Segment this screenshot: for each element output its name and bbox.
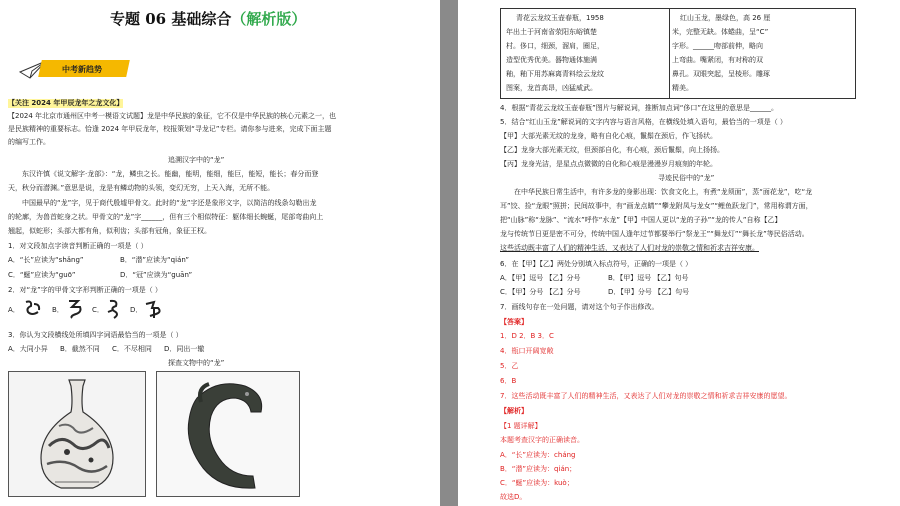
option: 【乙】龙身大部光素无纹，但颈部自化，有心痕，颈后鬣鬃，向上扬扬。 xyxy=(500,146,724,154)
analysis-label: 【解析】 xyxy=(500,407,528,415)
table-cell-line: 青花云龙纹玉壶春瓶，1958 xyxy=(516,14,604,22)
option: C． xyxy=(92,306,104,314)
option: D．【甲】分号 【乙】句号 xyxy=(608,288,690,296)
intro-line: 【2024 年北京市通州区中考一模语文试题】龙是中华民族的象征，它不仅是中华民族的核心元素之一，也 xyxy=(8,112,337,120)
section-heading: 追溯汉字中的“龙” xyxy=(168,156,225,164)
ribbon-label: 中考新趋势 xyxy=(62,65,102,74)
oracle-glyph-a-icon xyxy=(22,298,44,324)
option: B．“潜”应读为“qián” xyxy=(120,256,190,264)
jade-dragon-image xyxy=(156,371,300,497)
table-cell-line: 鼻孔。双眼突起，呈棱形。雕琢 xyxy=(672,70,770,78)
table-cell-line: 上弯曲。嘴紧闭，有对称的双 xyxy=(672,56,763,64)
page-title xyxy=(110,10,306,28)
option: A．【甲】逗号 【乙】分号 xyxy=(500,274,581,282)
analysis-line: A．“长”应读为：cháng xyxy=(500,451,576,459)
jade-dragon-icon xyxy=(157,372,299,496)
oracle-glyph-c-icon xyxy=(104,298,126,324)
analysis-line: C．“蜒”应读为：kuò； xyxy=(500,479,574,487)
table-cell-line: 字形。______吻部前伸，略向 xyxy=(672,42,763,50)
question-stem: 7．画线句存在一处问题，请对这个句子作出修改。 xyxy=(500,303,659,311)
analysis-line: 故选D。 xyxy=(500,493,527,501)
option: 【丙】龙身光洁，是星点点微微的自化和心痕是漫漫岁月痕刻的年轮。 xyxy=(500,160,717,168)
question-stem: 4．根据“青花云龙纹玉壶春瓶”图片与解说词，推断加点词“侈口”在这里的意思是______。 xyxy=(500,104,778,112)
answer-line: 4．瓶口开阔宽敞 xyxy=(500,347,554,355)
title-main: 专题 06 基础综合 xyxy=(110,10,232,28)
answer-line: 5．乙 xyxy=(500,362,519,370)
option: C．【甲】分号 【乙】分号 xyxy=(500,288,581,296)
underlined-sentence: 这些活动既丰富了人们的精神生活，又表达了人们对龙的崇敬之情和祈求吉祥安康。 xyxy=(500,244,759,252)
body-line: 龙与传统节日更是密不可分，传统中国人逢年过节都要举行“祭龙王”“舞龙灯”“舞长龙”等民俗活动。 xyxy=(500,230,809,238)
body-line: 在中华民族日常生活中，有许多龙的身影出现：饮食文化上，有煮“龙须面”，蒸“面花龙”，吃“龙 xyxy=(514,188,813,196)
table-divider xyxy=(669,9,670,98)
answer-line: 7．这些活动既丰富了人们的精神生活，又表达了人们对龙的崇敬之情和祈求吉祥安康的愿望。 xyxy=(500,392,792,400)
option: D． xyxy=(130,306,143,314)
table-cell-line: 釉，釉下用苏麻离青料绘云龙纹 xyxy=(506,70,604,78)
option: A．大同小异 xyxy=(8,345,48,353)
intro-line: 是民族精神的重要标志。恰逢 2024 年甲辰龙年，校报策划“寻龙记”专栏。请你参与进来，完成下面主题 xyxy=(8,125,332,133)
option: D．同出一辙 xyxy=(164,345,205,353)
vase-icon xyxy=(9,372,145,496)
question-stem: 3．你认为文段横线处所填四字词语最恰当的一项是（ ） xyxy=(8,331,183,339)
oracle-glyph-d-icon xyxy=(142,298,164,324)
option: B． xyxy=(52,306,64,314)
table-cell-line: 红山玉龙，墨绿色，高 26 厘 xyxy=(680,14,771,22)
body-line: 天，秋分而潜渊。”意思是说，龙是有鳞动物的头领，变幻无穷，上天入海，无所不能。 xyxy=(8,184,275,192)
option: B．截然不同 xyxy=(60,345,100,353)
table-cell-line: 造型优秀优美。器物通体施满 xyxy=(506,56,597,64)
table-cell-line: 图案，龙首高昂，凶猛威武。 xyxy=(506,84,597,92)
option: C．“蜒”应读为“guō” xyxy=(8,271,76,279)
title-sub: （解析版） xyxy=(231,10,307,28)
intro-line: 的编写工作。 xyxy=(8,138,50,146)
option: 【甲】大部光素无纹的龙身，略有自化心痕，鬣鬃在颈后，作飞扬状。 xyxy=(500,132,717,140)
table-cell-line: 精美。 xyxy=(672,84,693,92)
oracle-glyph-b-icon xyxy=(64,298,86,324)
analysis-line: B．“潜”应读为：qián； xyxy=(500,465,577,473)
analysis-line: 本题考查汉字的正确读音。 xyxy=(500,436,584,444)
table-cell-line: 年出土于河南省荥阳东峪镇楚 xyxy=(506,28,597,36)
vase-image xyxy=(8,371,146,497)
section-ribbon xyxy=(18,58,130,80)
question-stem: 1．对文段加点字读音判断正确的一项是（ ） xyxy=(8,242,148,250)
answer-label: 【答案】 xyxy=(500,318,528,326)
table-cell-line: 村。侈口，细颈，溜肩，圈足， xyxy=(506,42,604,50)
section-heading: 探查文物中的“龙” xyxy=(168,359,225,367)
document-page-left xyxy=(0,0,440,506)
body-line: 翘起，似蛇形；头部大都有角，似利齿；头部有冠角，象征王权。 xyxy=(8,227,211,235)
analysis-sublabel: 【1 题详解】 xyxy=(500,422,542,430)
document-page-right xyxy=(458,0,900,506)
section-heading: 寻迹民俗中的“龙” xyxy=(658,174,715,182)
answer-line: 1．D 2．B 3．C xyxy=(500,332,554,340)
body-line: 把“山脉”称“龙脉”、“流水”呼作“水龙”【甲】中国人更以“龙的子孙”“龙的传人”自称【乙】 xyxy=(500,216,782,224)
option: C．不尽相同 xyxy=(112,345,152,353)
question-stem: 6．在【甲】【乙】两处分别填入标点符号，正确的一项是（ ） xyxy=(500,260,693,268)
body-line: 东汉许慎《说文解字·龙部》：“龙，鳞虫之长。能幽，能明，能细，能巨，能短，能长；春分而登 xyxy=(22,170,319,178)
question-stem: 2．对“龙”字的甲骨文字形判断正确的一项是（ ） xyxy=(8,286,162,294)
option: A．“长”应读为“shǎng” xyxy=(8,256,84,264)
question-stem: 5．结合“红山玉龙”解说词的文字内容与语言风格，在横线处填入语句，最恰当的一项是（ ） xyxy=(500,118,787,126)
body-line: 中国最早的“龙”字，见于商代殷墟甲骨文。此时的“龙”字还是象形文字，以简洁的线条勾勒出龙 xyxy=(22,199,317,207)
option: A． xyxy=(8,306,20,314)
option: D．“冠”应读为“guān” xyxy=(120,271,193,279)
body-line: 耳”饺、捡“龙眼”照拼；民间故事中，有“画龙点睛”“攀龙附凤与龙女”“鲤鱼跃龙门”，常用称谓方面， xyxy=(500,202,813,210)
answer-line: 6．B xyxy=(500,377,517,385)
option: B．【甲】逗号 【乙】句号 xyxy=(608,274,689,282)
body-line: 的轮廓，为兽首蛇身之状。甲骨文的“龙”字______，但有三个相似特征：躯体细长蜿蜒，尾部弯曲向上 xyxy=(8,213,324,221)
focus-label: 【关注 2024 年甲辰龙年之龙文化】 xyxy=(8,99,124,107)
table-cell-line: 米，完整无缺。体蜷曲，呈“C” xyxy=(672,28,769,36)
